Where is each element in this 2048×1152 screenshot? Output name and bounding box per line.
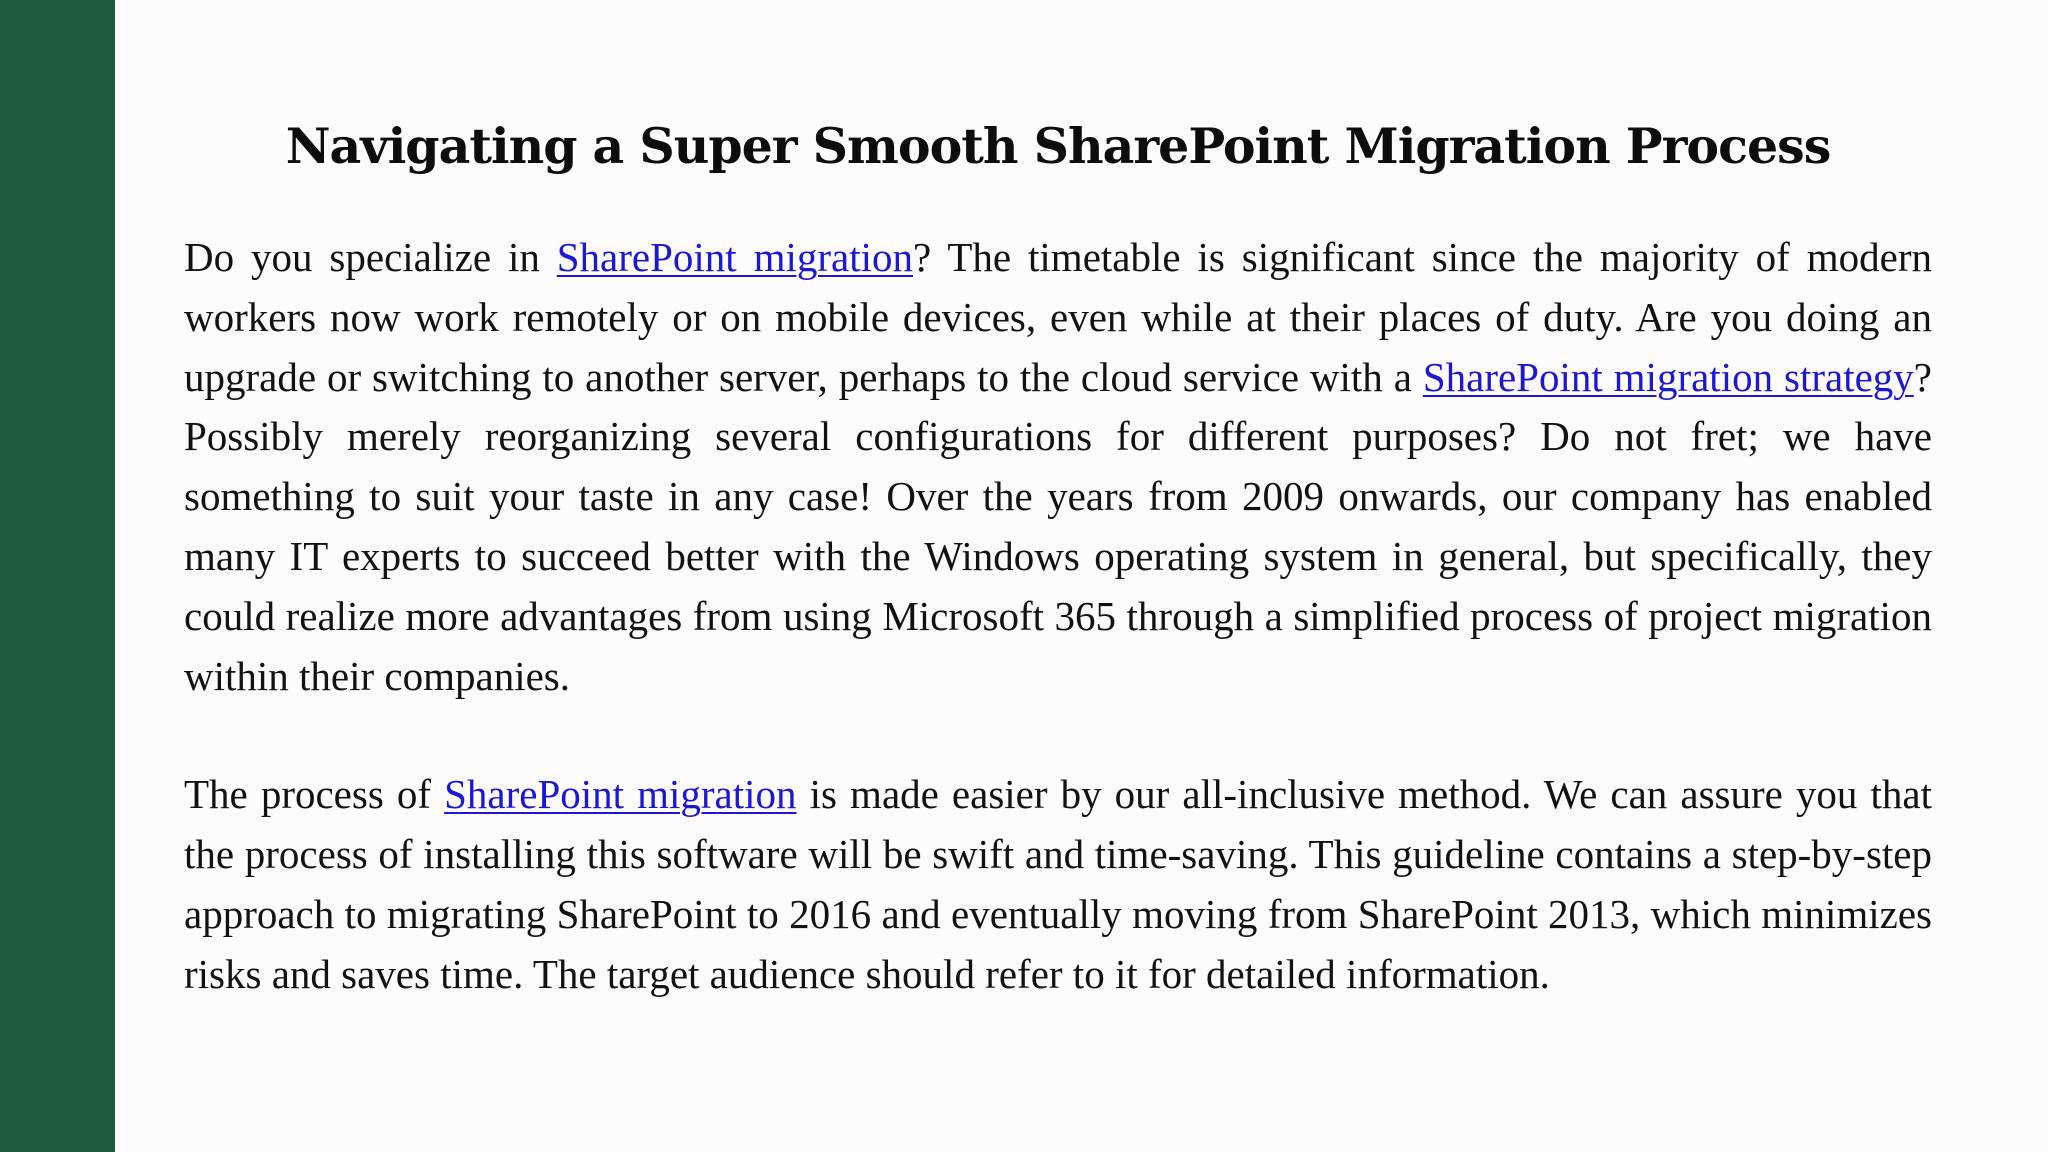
sharepoint-migration-link-2[interactable]: SharePoint migration <box>444 771 797 818</box>
page-title: Navigating a Super Smooth SharePoint Migration Process <box>285 117 1831 175</box>
sharepoint-migration-strategy-link[interactable]: SharePoint migration strategy <box>1422 353 1914 400</box>
side-accent-bar <box>0 0 115 1152</box>
paragraph-intro <box>184 228 1932 706</box>
article <box>184 110 1932 1005</box>
paragraph-intro-text-3: ? Possibly merely reorganizing several configurations for different purposes? Do not fret; we have something to suit your taste in any case! Over the years from 2009 onwards, our company has enabled many IT experts to succeed better with the Windows operating system in general, but specifically, they could realize more advantages from using Microsoft 365 through a simplified process of project migration within their companies. <box>184 353 1932 699</box>
paragraph-intro-text-2: ? The timetable is significant since the majority of modern workers now work remotely or on mobile devices, even while at their places of duty. Are you doing an upgrade or switching to another server, perhaps to the cloud service with a <box>184 234 1932 400</box>
paragraph-process-text-1: The process of <box>184 771 445 818</box>
paragraph-process <box>184 765 1932 1004</box>
sharepoint-migration-link[interactable]: SharePoint migration <box>556 234 914 280</box>
paragraph-process-text-2: is made easier by our all-inclusive method. We can assure you that the process of installing this software will be swift and time-saving. This guideline contains a step-by-step approach to migrating SharePoint to 2016 and eventually moving from SharePoint 2013, which minimizes risks and saves time. The target audience should refer to it for detailed information. <box>184 771 1932 997</box>
paragraph-intro-text-1: Do you specialize in <box>184 234 557 280</box>
